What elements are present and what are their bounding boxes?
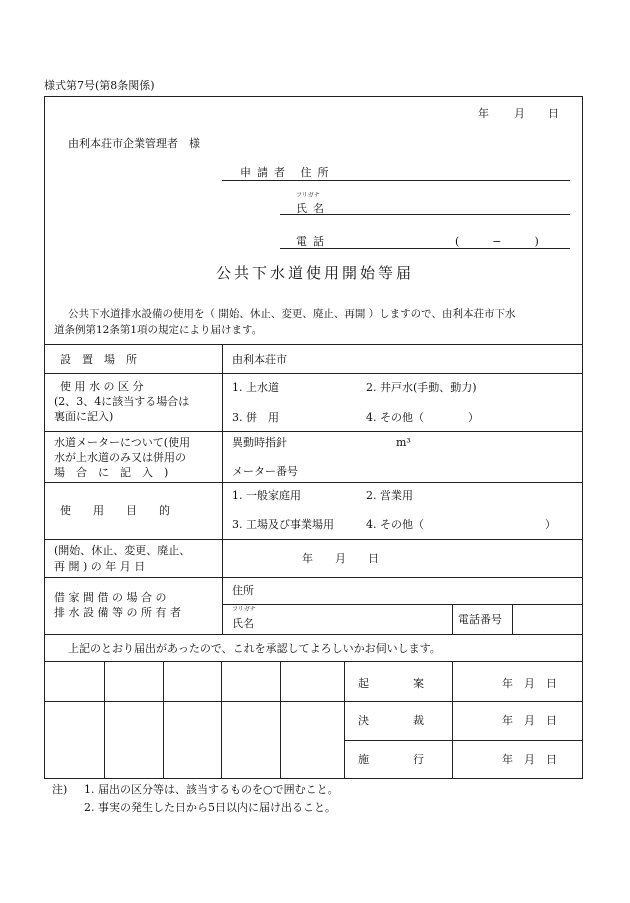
water-option-4: 4. その他（ ） xyxy=(366,411,479,424)
date-day: 日 xyxy=(548,107,559,120)
col-line xyxy=(104,661,105,779)
name-underline xyxy=(280,214,570,215)
row-line xyxy=(44,661,583,662)
owner-phone-label: 電話番号 xyxy=(458,613,502,626)
col-line xyxy=(452,661,453,779)
note-1: 1. 届出の区分等は、該当するものを○で囲むこと。 xyxy=(84,783,339,796)
owner-label-2: 排 水 設 備 等 の 所 有 者 xyxy=(54,606,181,619)
form-title: 公共下水道使用開始等届 xyxy=(215,264,414,282)
purpose-option-1: 1. 一般家庭用 xyxy=(232,489,301,502)
row-line xyxy=(344,740,583,741)
meter-number-label: メーター番号 xyxy=(232,465,298,478)
applicant-name-label: 氏名 xyxy=(296,202,330,215)
owner-label-1: 借 家 間 借 の 場 合 の xyxy=(54,591,167,604)
col-line xyxy=(344,661,345,779)
row-line xyxy=(44,577,583,578)
change-date-label-2: 再 開 ) の 年 月 日 xyxy=(54,560,146,573)
intro-line2: 道条例第12条第1項の規定により届けます。 xyxy=(54,324,263,336)
row-line xyxy=(222,604,583,605)
approval-enforce-label: 施 行 xyxy=(358,753,424,766)
note-2: 2. 事実の発生した日から5日以内に届け出ること。 xyxy=(84,801,336,814)
col-line xyxy=(280,661,281,779)
row-line xyxy=(44,634,583,635)
date-year: 年 xyxy=(478,107,489,120)
row-line xyxy=(44,539,583,540)
meter-reading-label: 異動時指針 xyxy=(232,436,287,449)
date-month: 月 xyxy=(514,107,525,120)
row-line xyxy=(44,482,583,483)
form-id: 様式第7号(第8条関係) xyxy=(44,79,155,92)
col-line xyxy=(221,661,222,779)
applicant-address-label: 申請者 住所 xyxy=(240,166,335,179)
col-line xyxy=(452,604,453,634)
approval-draft-date: 年 月 日 xyxy=(502,677,557,690)
water-option-3: 3. 併 用 xyxy=(232,411,279,424)
row-line xyxy=(44,373,583,374)
row-line xyxy=(44,431,583,432)
phone-underline xyxy=(280,248,570,249)
applicant-phone-format: ( − ) xyxy=(455,235,539,248)
purpose-option-3: 3. 工場及び事業場用 xyxy=(232,518,334,531)
address-underline xyxy=(222,180,570,181)
change-date-value: 年 月 日 xyxy=(302,552,379,565)
approval-text: 上記のとおり届出があったので、これを承認してよろしいかお伺いします。 xyxy=(68,642,441,655)
row-line xyxy=(44,344,583,345)
purpose-option-2: 2. 営業用 xyxy=(366,489,413,502)
owner-address-label: 住所 xyxy=(232,584,254,597)
owner-furigana: フリガナ xyxy=(232,606,256,613)
water-class-label-2: (2、3、4に該当する場合は xyxy=(54,395,190,408)
location-label: 設 置 場 所 xyxy=(60,353,137,366)
approval-enforce-date: 年 月 日 xyxy=(502,753,557,766)
approval-draft-label: 起 案 xyxy=(358,677,424,690)
water-option-1: 1. 上水道 xyxy=(232,381,279,394)
water-option-2: 2. 井戸水(手動、動力) xyxy=(366,381,477,394)
row-line xyxy=(44,701,583,702)
purpose-label: 使 用 目 的 xyxy=(60,504,170,517)
location-value: 由利本荘市 xyxy=(232,353,287,366)
purpose-option-4: 4. その他（ ） xyxy=(366,518,556,531)
applicant-phone-label: 電話 xyxy=(296,235,330,248)
water-class-label-1: 使 用 水 の 区 分 xyxy=(60,380,144,393)
approval-decision-date: 年 月 日 xyxy=(502,714,557,727)
change-date-label-1: (開始、休止、変更、廃止、 xyxy=(54,544,191,557)
col-line xyxy=(512,604,513,634)
owner-name-label: 氏名 xyxy=(232,617,254,630)
meter-label-1: 水道メーターについて(使用 xyxy=(54,436,191,449)
meter-label-3: 場 合 に 記 入 ) xyxy=(54,466,169,479)
approval-decision-label: 決 裁 xyxy=(358,714,424,727)
applicant-furigana: フリガナ xyxy=(296,192,320,199)
notes-prefix: 注) xyxy=(52,783,68,796)
meter-unit: m³ xyxy=(396,436,411,449)
addressee: 由利本荘市企業管理者 様 xyxy=(68,137,200,150)
col-line xyxy=(163,661,164,779)
intro-line1: 公共下水道排水設備の使用を（ 開始、休止、変更、廃止、再開 ）しますので、由利本荘市下水 xyxy=(68,308,516,320)
meter-label-2: 水が上水道のみ又は併用の xyxy=(54,451,186,464)
water-class-label-3: 裏面に記入) xyxy=(54,410,114,423)
col-line xyxy=(222,344,223,634)
